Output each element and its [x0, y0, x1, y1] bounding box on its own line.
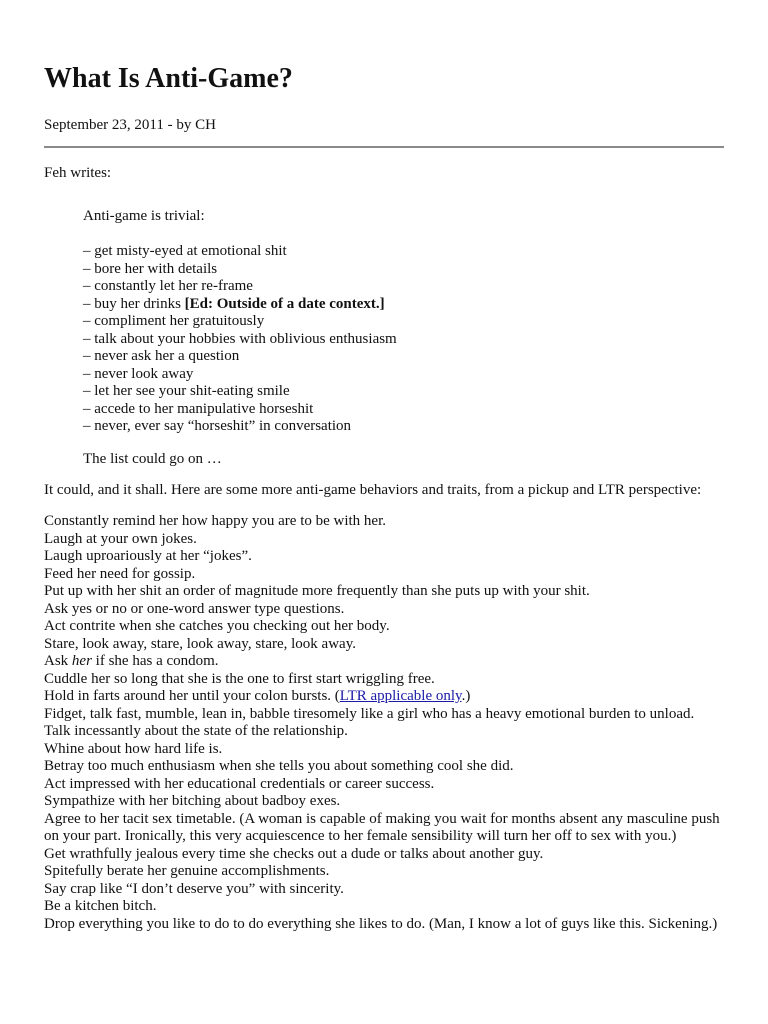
quote-item: – constantly let her re-frame [83, 278, 253, 294]
quote-intro: Anti-game is trivial: [83, 208, 205, 224]
blockquote [83, 208, 703, 468]
page-title: What Is Anti-Game? [44, 63, 293, 94]
quote-item: – never ask her a question [83, 348, 240, 364]
list-item: Sympathize with her bitching about badboy exes. [44, 793, 341, 809]
list-item: Feed her need for gossip. [44, 565, 196, 582]
list-item: Put up with her shit an order of magnitude more frequently than she puts up with your shit. [44, 583, 590, 599]
list-item: Act impressed with her educational credentials or career success. [44, 775, 435, 792]
quote-item: – get misty-eyed at emotional shit [83, 243, 287, 259]
quote-item: – accede to her manipulative horseshit [83, 400, 314, 417]
list-item: Laugh uproariously at her “jokes”. [44, 548, 252, 564]
divider [44, 146, 724, 148]
lead-paragraph: It could, and it shall. Here are some more anti-game behaviors and traits, from a pickup and LTR perspective: [44, 482, 702, 498]
list-item: Talk incessantly about the state of the relationship. [44, 723, 348, 739]
post-meta: September 23, 2011 - by CH [44, 117, 216, 133]
list-item-text: Ask [44, 653, 72, 669]
quote-item: – let her see your shit-eating smile [83, 383, 290, 399]
quote-list [83, 243, 703, 436]
list-item: Fidget, talk fast, mumble, lean in, babble tiresomely like a girl who has a heavy emotional burden to unload. [44, 705, 695, 722]
post-intro: Feh writes: [44, 165, 112, 181]
editor-note: [Ed: Outside of a date context.] [184, 295, 385, 312]
list-item [44, 653, 734, 671]
list-item: Stare, look away, stare, look away, stare, look away. [44, 635, 356, 652]
list-item-text: .) [461, 688, 471, 704]
list-item: Spitefully berate her genuine accomplishments. [44, 863, 330, 879]
list-item: Get wrathfully jealous every time she checks out a dude or talks about another guy. [44, 845, 544, 862]
quote-item: – compliment her gratuitously [83, 313, 265, 329]
list-item: Whine about how hard life is. [44, 740, 223, 757]
behavior-list [44, 513, 734, 933]
list-item: Ask yes or no or one-word answer type questions. [44, 600, 345, 617]
list-item: Drop everything you like to do to do everything she likes to do. (Man, I know a lot of guys like this. Sickening.) [44, 915, 718, 932]
list-item: Constantly remind her how happy you are to be with her. [44, 513, 387, 529]
list-item: Be a kitchen bitch. [44, 898, 157, 914]
emphasis: her [71, 653, 92, 669]
list-item: Betray too much enthusiasm when she tells you about something cool she did. [44, 758, 514, 774]
quote-item: – never look away [83, 365, 194, 382]
list-item: Say crap like “I don’t deserve you” with sincerity. [44, 880, 344, 897]
ltr-applicable-link[interactable]: LTR applicable only [339, 688, 462, 704]
quote-item: – bore her with details [83, 260, 218, 277]
list-item: Act contrite when she catches you checking out her body. [44, 618, 390, 634]
quote-item-text: – buy her drinks [83, 295, 185, 312]
list-item-text: if she has a condom. [91, 653, 219, 669]
list-item: Laugh at your own jokes. [44, 530, 197, 547]
list-item: Cuddle her so long that she is the one to first start wriggling free. [44, 670, 435, 687]
quote-item [83, 296, 703, 314]
list-item: Agree to her tacit sex timetable. (A woman is capable of making you wait for months absent any masculine push on your part. Ironically, this very acquiescence to her female sensibility will turn her off to sex with you.) [44, 810, 720, 844]
quote-item: – never, ever say “horseshit” in conversation [83, 418, 352, 434]
quote-outro: The list could go on … [83, 450, 222, 467]
list-item-text: Hold in farts around her until your colon bursts. ( [44, 688, 340, 704]
quote-item: – talk about your hobbies with oblivious enthusiasm [83, 330, 397, 347]
list-item [44, 688, 734, 706]
